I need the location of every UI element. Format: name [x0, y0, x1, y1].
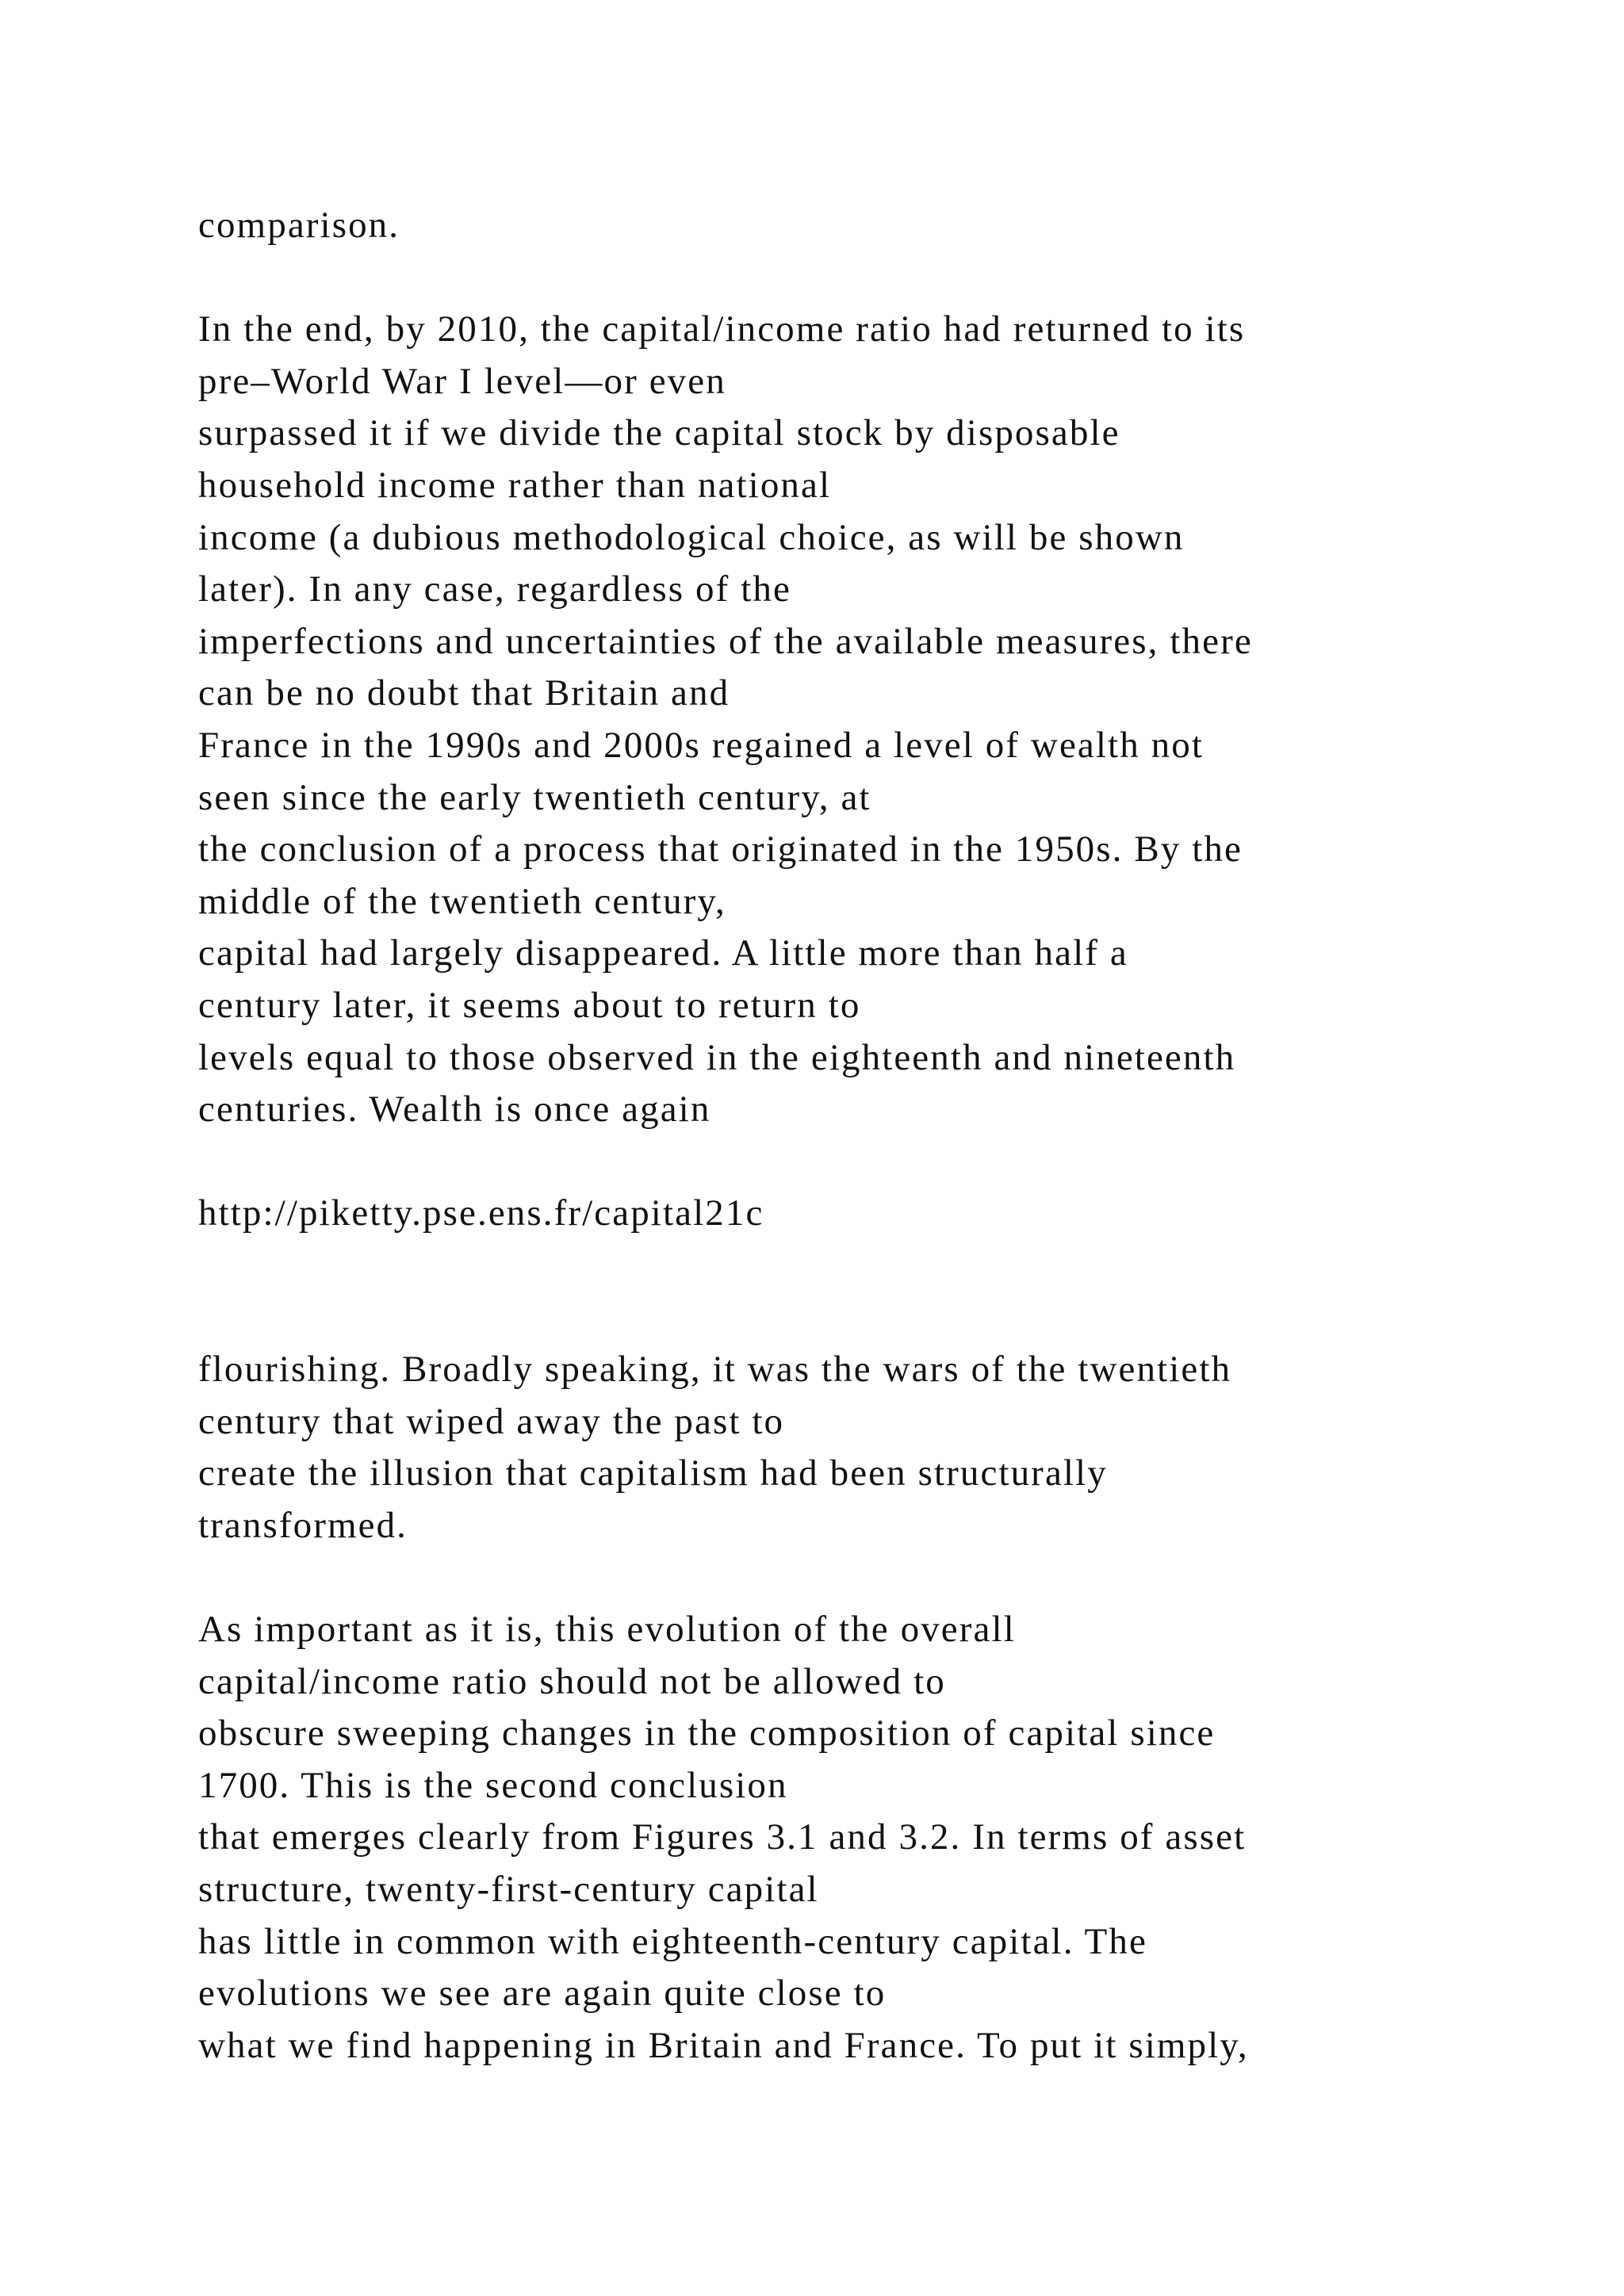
text-line: century later, it seems about to return to — [198, 984, 861, 1026]
document-page — [198, 200, 1562, 2072]
page-break-gap — [198, 1292, 1562, 1344]
url-line: http://piketty.pse.ens.fr/capital21c — [198, 1192, 764, 1234]
source-url — [198, 1188, 1562, 1240]
text-line: has little in common with eighteenth-century capital. The — [198, 1920, 1147, 1962]
text-line: household income rather than national — [198, 464, 832, 506]
text-line: century that wiped away the past to — [198, 1400, 785, 1442]
paragraph — [198, 1604, 1562, 2072]
paragraph-gap — [198, 252, 1562, 304]
text-line: In the end, by 2010, the capital/income ratio had returned to its — [198, 308, 1246, 350]
text-line: seen since the early twentieth century, at — [198, 776, 871, 818]
text-line: that emerges clearly from Figures 3.1 and 3.2. In terms of asset — [198, 1816, 1247, 1858]
text-line: transformed. — [198, 1504, 408, 1546]
text-line: flourishing. Broadly speaking, it was the wars of the twentieth — [198, 1349, 1232, 1391]
paragraph-gap — [198, 1240, 1562, 1292]
text-line: the conclusion of a process that originated in the 1950s. By the — [198, 828, 1243, 871]
text-line: France in the 1990s and 2000s regained a level of wealth not — [198, 724, 1205, 766]
text-line: what we find happening in Britain and France. To put it simply, — [198, 2024, 1249, 2066]
text-line: income (a dubious methodological choice, as will be shown — [198, 516, 1185, 558]
paragraph-gap — [198, 1136, 1562, 1188]
paragraph — [198, 304, 1562, 1136]
text-line: imperfections and uncertainties of the available measures, there — [198, 620, 1253, 662]
text-line: can be no doubt that Britain and — [198, 672, 730, 714]
paragraph — [198, 1344, 1562, 1552]
text-line: obscure sweeping changes in the composition of capital since — [198, 1712, 1216, 1755]
text-line: evolutions we see are again quite close to — [198, 1973, 887, 2015]
text-line: surpassed it if we divide the capital stock by disposable — [198, 412, 1120, 454]
paragraph-gap — [198, 1552, 1562, 1604]
text-line: pre–World War I level—or even — [198, 360, 726, 402]
text-line: 1700. This is the second conclusion — [198, 1764, 788, 1806]
text-line: structure, twenty-first-century capital — [198, 1869, 819, 1910]
text-line: later). In any case, regardless of the — [198, 568, 791, 610]
text-line: capital/income ratio should not be allowed to — [198, 1660, 946, 1702]
text-line: centuries. Wealth is once again — [198, 1089, 711, 1131]
text-line: comparison. — [198, 205, 400, 246]
text-line: As important as it is, this evolution of the overall — [198, 1609, 1016, 1651]
text-line: create the illusion that capitalism had been structurally — [198, 1452, 1108, 1494]
text-line: capital had largely disappeared. A little more than half a — [198, 932, 1128, 974]
paragraph-fragment — [198, 200, 1562, 252]
text-line: levels equal to those observed in the eighteenth and nineteenth — [198, 1036, 1236, 1078]
text-line: middle of the twentieth century, — [198, 880, 726, 922]
